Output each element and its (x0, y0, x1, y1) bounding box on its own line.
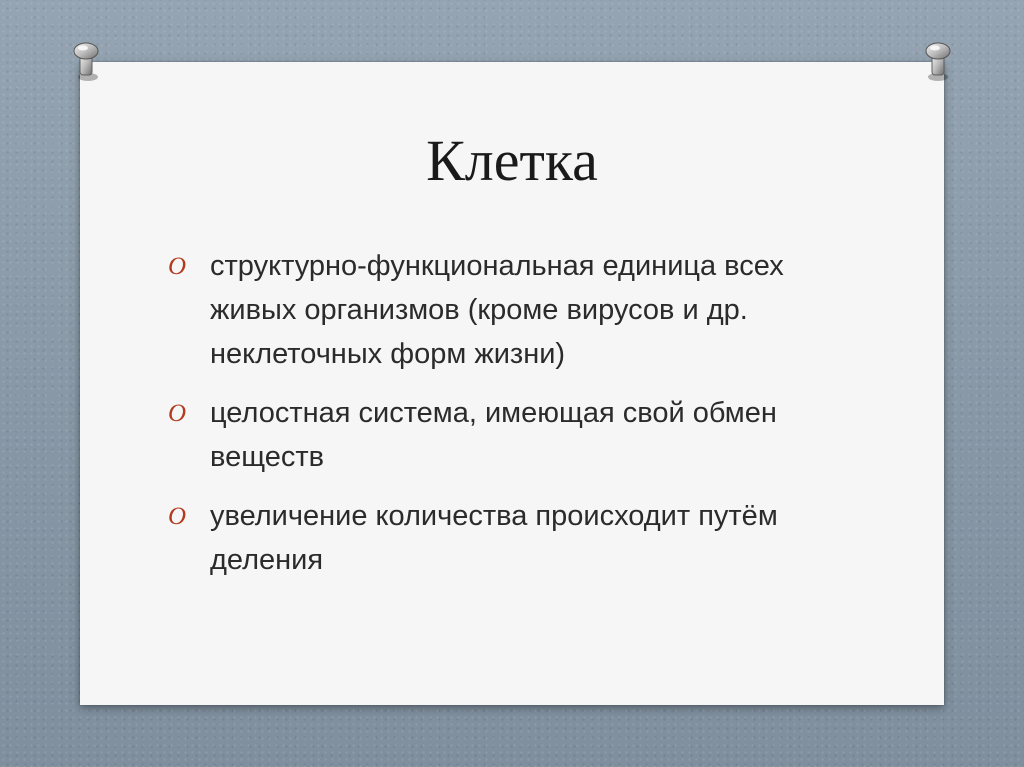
pushpin-icon (66, 39, 106, 85)
bullet-marker-icon: O (168, 253, 187, 280)
bullet-marker-icon: O (168, 503, 187, 530)
bullet-text: структурно-функциональная единица всех живых организмов (кроме вирусов и др. неклеточных форм жизни) (210, 250, 784, 370)
list-item (168, 391, 868, 479)
bullet-text: целостная система, имеющая свой обмен веществ (210, 397, 777, 473)
pushpin-icon (918, 39, 958, 85)
list-item (168, 244, 868, 376)
bullet-text: увеличение количества происходит путём деления (210, 500, 778, 576)
bullet-list (168, 244, 868, 597)
bullet-marker-icon: O (168, 400, 187, 427)
list-item (168, 494, 868, 582)
slide-title: Клетка (426, 128, 598, 193)
